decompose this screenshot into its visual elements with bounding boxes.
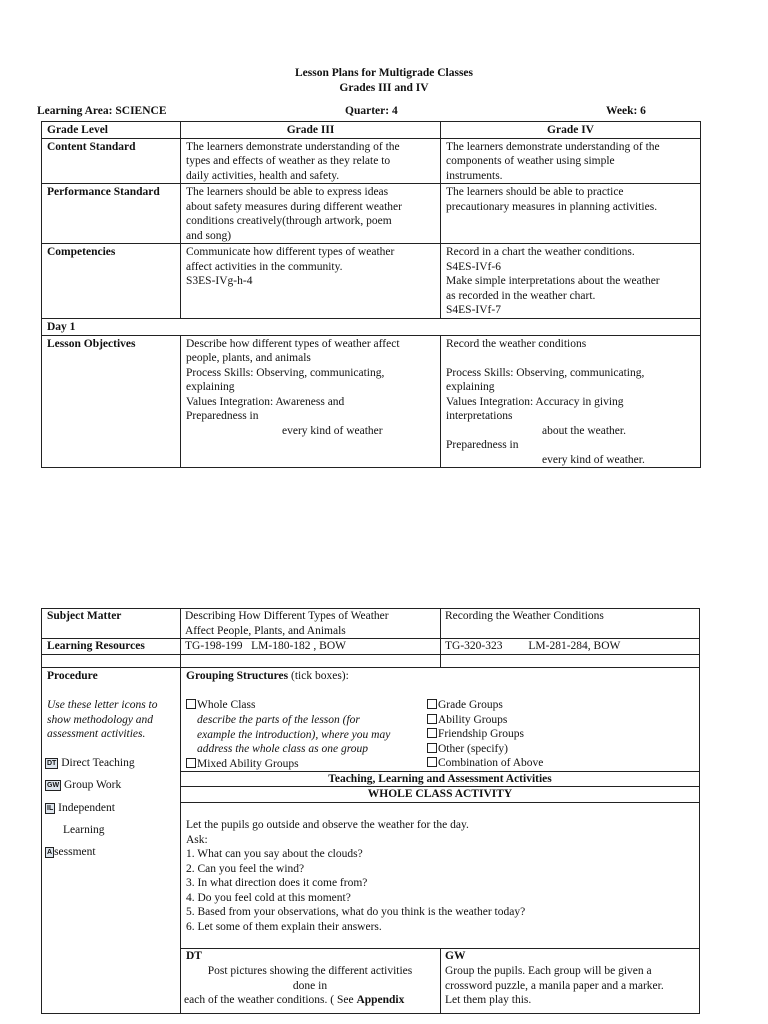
text-line: people, plants, and animals [186, 352, 311, 364]
gw-icon: GW [47, 782, 60, 789]
gw-text [445, 964, 664, 1008]
content-standard-label: Content Standard [42, 138, 181, 184]
dt-icon: DT [47, 760, 57, 767]
text-line: Make simple interpretations about the weather [446, 275, 660, 287]
text-line: address the whole class as one group [197, 743, 369, 755]
checkbox-icon[interactable] [186, 758, 196, 768]
checkbox-label: Whole Class [197, 699, 256, 711]
whole-class-note [197, 713, 390, 757]
competencies-row [42, 244, 701, 319]
direct-teaching-legend [45, 756, 135, 771]
lesson-plan-table-1 [41, 121, 701, 468]
text-line: as recorded in the weather chart. [446, 289, 596, 302]
text-line: Describing How Different Types of Weather [185, 610, 389, 622]
text-line: 4. Do you feel cold at this moment? [186, 891, 351, 904]
text-line: every kind of weather. [542, 453, 645, 466]
learning-resources-g3: TG-198-199 LM-180-182 , BOW [185, 640, 346, 652]
dt-label: DT [186, 950, 202, 962]
text-line: assessment activities. [47, 728, 146, 740]
checkbox-label: Ability Groups [438, 713, 508, 726]
text-line: every kind of weather [282, 424, 383, 437]
quarter: Quarter: 4 [345, 105, 398, 117]
legend-label: Direct Teaching [61, 757, 135, 769]
text-line: Record the weather conditions [446, 337, 587, 350]
lesson-objectives-g3 [181, 335, 441, 468]
dt-text [180, 964, 440, 993]
text-line: conditions creatively(through artwork, poem [186, 215, 392, 227]
text-line: 6. Let some of them explain their answers. [186, 920, 382, 933]
text-line: and song) [186, 229, 232, 242]
day-row [42, 319, 701, 336]
text-line: components of weather using simple [446, 155, 615, 167]
column-divider [440, 608, 441, 667]
subject-matter-row [41, 608, 700, 638]
text-line: Communicate how different types of weather [186, 246, 395, 258]
text-line: about safety measures during different weather [186, 200, 402, 213]
learning-resources-g4: TG-320-323 LM-281-284, BOW [445, 640, 621, 652]
a-icon: A [47, 849, 53, 856]
content-standard-g4 [441, 138, 701, 184]
procedure-label: Procedure [47, 670, 98, 682]
performance-standard-label: Performance Standard [42, 184, 181, 244]
assessment-legend [45, 845, 96, 860]
column-divider [180, 608, 181, 1014]
grouping-right-options [427, 698, 543, 771]
checkbox-label: Combination of Above [438, 757, 544, 769]
text-line: Preparedness in [446, 439, 519, 451]
learning-area: Learning Area: SCIENCE [37, 105, 167, 117]
text-line: interpretations [446, 410, 513, 422]
text-line: Values Integration: Accuracy in giving [446, 395, 624, 408]
text-line: Ask: [186, 833, 208, 846]
il-icon: IL [47, 805, 54, 812]
text-line [446, 351, 695, 366]
checkbox-mixed-ability[interactable] [186, 757, 299, 772]
content-standard-g3 [181, 138, 441, 184]
checkbox-other[interactable] [427, 742, 543, 757]
text-line: Process Skills: Observing, communicating, [446, 366, 645, 379]
legend-label: Learning [63, 824, 105, 836]
whole-class-activity [186, 818, 525, 934]
row-divider [180, 802, 700, 803]
checkbox-icon[interactable] [427, 743, 437, 753]
text-line: 5. Based from your observations, what do you think is the weather today? [186, 906, 526, 918]
text-line: each of the weather conditions. ( See [184, 994, 357, 1006]
text-line: S4ES-IVf-6 [446, 260, 501, 273]
text-line: 1. What can you say about the clouds? [186, 848, 363, 860]
text-line: Let them play this. [445, 994, 532, 1006]
legend-label: sessment [54, 846, 96, 858]
dt-last-line [184, 993, 404, 1008]
table-header-row [42, 122, 701, 139]
grouping-structures-title [186, 669, 349, 684]
row-divider [180, 948, 700, 949]
text-line: The learners should be able to practice [446, 186, 624, 198]
text-line: Record in a chart the weather conditions. [446, 246, 635, 258]
text-line: The learners demonstrate understanding of the [446, 140, 660, 153]
checkbox-grade-groups[interactable] [427, 698, 543, 713]
text-line: Affect People, Plants, and Animals [185, 624, 346, 637]
checkbox-ability-groups[interactable] [427, 713, 543, 728]
gw-label: GW [445, 950, 466, 962]
checkbox-icon[interactable] [427, 728, 437, 738]
subject-matter-label: Subject Matter [47, 610, 122, 622]
text-line: Let the pupils go outside and observe the weather for the day. [186, 819, 469, 831]
lesson-objectives-g4 [441, 335, 701, 468]
grade-level-header: Grade Level [42, 122, 181, 139]
text-line: show methodology and [47, 713, 154, 726]
subject-matter-g4 [445, 609, 604, 624]
grade-iv-header: Grade IV [441, 122, 701, 139]
lesson-objectives-label: Lesson Objectives [42, 335, 181, 468]
whole-class-activity-title: WHOLE CLASS ACTIVITY [367, 788, 513, 800]
day-label: Day 1 [42, 319, 701, 336]
text-line: Post pictures showing the different activities [207, 965, 413, 977]
checkbox-label: Other (specify) [438, 742, 508, 755]
tla-title: Teaching, Learning and Assessment Activities [328, 773, 552, 785]
text-line: done in [292, 979, 328, 992]
text-line: The learners demonstrate understanding of the [186, 140, 400, 153]
checkbox-label: Grade Groups [438, 699, 503, 711]
checkbox-friendship-groups[interactable] [427, 727, 543, 742]
text-line: daily activities, health and safety. [186, 169, 340, 182]
text-line: types and effects of weather as they relate to [186, 155, 391, 167]
lesson-plan-table-2 [41, 608, 700, 1014]
text-line: Process Skills: Observing, communicating, [186, 366, 385, 379]
text-line: describe the parts of the lesson (for [197, 714, 360, 726]
legend-label: Group Work [63, 779, 122, 791]
text-line: explaining [186, 381, 235, 393]
grouping-title: Grouping Structures [186, 670, 289, 682]
checkbox-icon[interactable] [186, 699, 196, 709]
text-line: Recording the Weather Conditions [445, 610, 604, 622]
row-divider [41, 667, 700, 668]
lesson-objectives-row [42, 335, 701, 468]
text-line: Describe how different types of weather affect [186, 337, 400, 350]
text-line: example the introduction), where you may [197, 728, 391, 741]
checkbox-icon[interactable] [427, 699, 437, 709]
performance-standard-g3 [181, 184, 441, 244]
checkbox-icon[interactable] [427, 757, 437, 767]
checkbox-label: Friendship Groups [438, 728, 524, 740]
text-line: affect activities in the community. [186, 260, 343, 273]
text-line: S3ES-IVg-h-4 [186, 275, 253, 287]
performance-standard-row [42, 184, 701, 244]
learning-resources-label: Learning Resources [47, 640, 145, 652]
procedure-note [47, 698, 158, 742]
text-line: The learners should be able to express ideas [186, 186, 389, 198]
text-line: precautionary measures in planning activities. [446, 200, 658, 213]
appendix-ref: Appendix [356, 994, 405, 1006]
text-line: instruments. [446, 169, 503, 182]
row-divider [41, 654, 700, 655]
week: Week: 6 [606, 105, 646, 117]
text-line: about the weather. [542, 424, 626, 437]
competencies-g4 [441, 244, 701, 319]
grade-iii-header: Grade III [181, 122, 441, 139]
checkbox-whole-class[interactable] [186, 698, 255, 713]
subject-matter-g3 [185, 609, 389, 638]
checkbox-combination[interactable] [427, 756, 543, 771]
document-subtitle: Grades III and IV [339, 82, 429, 94]
text-line: Group the pupils. Each group will be given a [445, 965, 652, 977]
text-line: 3. In what direction does it come from? [186, 877, 368, 889]
text-line: S4ES-IVf-7 [446, 304, 501, 316]
grouping-hint: (tick boxes): [288, 670, 349, 682]
group-work-legend [45, 778, 121, 793]
text-line: Values Integration: Awareness and [186, 395, 345, 408]
column-divider [440, 948, 441, 1014]
checkbox-icon[interactable] [427, 714, 437, 724]
text-line: 2. Can you feel the wind? [186, 862, 305, 875]
competencies-g3 [181, 244, 441, 319]
text-line: crossword puzzle, a manila paper and a marker. [445, 979, 664, 992]
text-line: explaining [446, 381, 495, 393]
text-line: Preparedness in [186, 410, 259, 422]
checkbox-label: Mixed Ability Groups [197, 758, 299, 770]
text-line: Use these letter icons to [47, 699, 158, 711]
content-standard-row [42, 138, 701, 184]
independent-learning-legend [45, 801, 115, 816]
legend-label: Independent [58, 802, 115, 814]
performance-standard-g4 [441, 184, 701, 244]
competencies-label: Competencies [42, 244, 181, 319]
document-title: Lesson Plans for Multigrade Classes [294, 67, 474, 79]
